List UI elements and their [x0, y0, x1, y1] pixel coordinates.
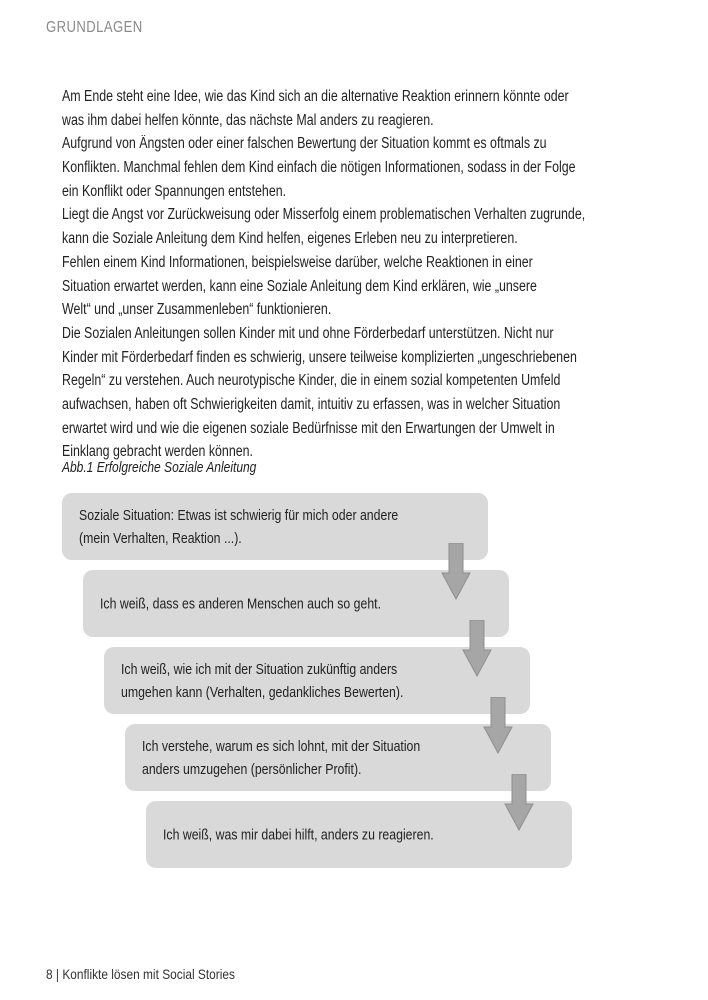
flow-step-line: Ich verstehe, warum es sich lohnt, mit der Situation [142, 737, 421, 755]
text-line: Am Ende steht eine Idee, wie das Kind sich an die alternative Reaktion erinnern könnte oder [62, 88, 569, 105]
flow-step-line: Ich weiß, was mir dabei hilft, anders zu reagieren. [163, 826, 434, 843]
flow-step-box [62, 493, 488, 560]
flow-step-line: umgehen kann (Verhalten, gedankliches Bewerten). [121, 683, 404, 701]
body-text [62, 85, 708, 464]
down-arrow-icon [441, 543, 471, 600]
text-line: Welt“ und „unser Zusammenleben“ funktionieren. [62, 301, 332, 319]
flow-step-line: anders umzugehen (persönlicher Profit). [142, 760, 362, 778]
text-line: aufwachsen, haben oft Schwierigkeiten damit, intuitiv zu erfassen, was in welcher Situation [62, 395, 561, 413]
flow-step-line: Soziale Situation: Etwas ist schwierig für mich oder andere [79, 506, 399, 524]
page-footer: 8 | Konflikte lösen mit Social Stories [46, 966, 235, 982]
section-header: GRUNDLAGEN [46, 19, 143, 36]
text-line: was ihm dabei helfen könnte, das nächste Mal anders zu reagieren. [62, 111, 434, 129]
text-line: Situation erwartet werden, kann eine Soziale Anleitung dem Kind erklären, wie „unsere [62, 277, 537, 295]
text-line: Die Sozialen Anleitungen sollen Kinder mit und ohne Förderbedarf unterstützen. Nicht nur [62, 324, 554, 342]
text-line: Einklang gebracht werden können. [62, 443, 253, 461]
text-line: ein Konflikt oder Spannungen entstehen. [62, 182, 287, 200]
flow-step-line: (mein Verhalten, Reaktion ...). [79, 529, 242, 547]
text-line: erwartet wird und wie die eigenen soziale Bedürfnisse mit den Erwartungen der Umwelt in [62, 419, 555, 437]
flow-step-line: Ich weiß, wie ich mit der Situation zukünftig anders [121, 660, 398, 678]
text-line: Fehlen einem Kind Informationen, beispielsweise darüber, welche Reaktionen in einer [62, 253, 533, 271]
flow-step-text [79, 504, 488, 550]
text-line: Aufgrund von Ängsten oder einer falschen Bewertung der Situation kommt es oftmals zu [62, 135, 547, 153]
text-line: Liegt die Angst vor Zurückweisung oder Misserfolg einem problematischen Verhalten zugrunde, [62, 206, 586, 224]
text-line: Konflikten. Manchmal fehlen dem Kind einfach die nötigen Informationen, sodass in der Folge [62, 159, 576, 177]
text-line: Kinder mit Förderbedarf finden es schwierig, unsere teilweise komplizierten „ungeschriebenen [62, 348, 577, 366]
flow-step-line: Ich weiß, dass es anderen Menschen auch so geht. [100, 595, 382, 612]
down-arrow-icon [462, 620, 492, 677]
figure-caption: Abb.1 Erfolgreiche Soziale Anleitung [62, 459, 257, 476]
down-arrow-icon [483, 697, 513, 754]
text-line: kann die Soziale Anleitung dem Kind helfen, eigenes Erleben neu zu interpretieren. [62, 230, 518, 248]
down-arrow-icon [504, 774, 534, 831]
text-line: Regeln“ zu verstehen. Auch neurotypische Kinder, die in einem sozial kompetenten Umfeld [62, 372, 561, 390]
